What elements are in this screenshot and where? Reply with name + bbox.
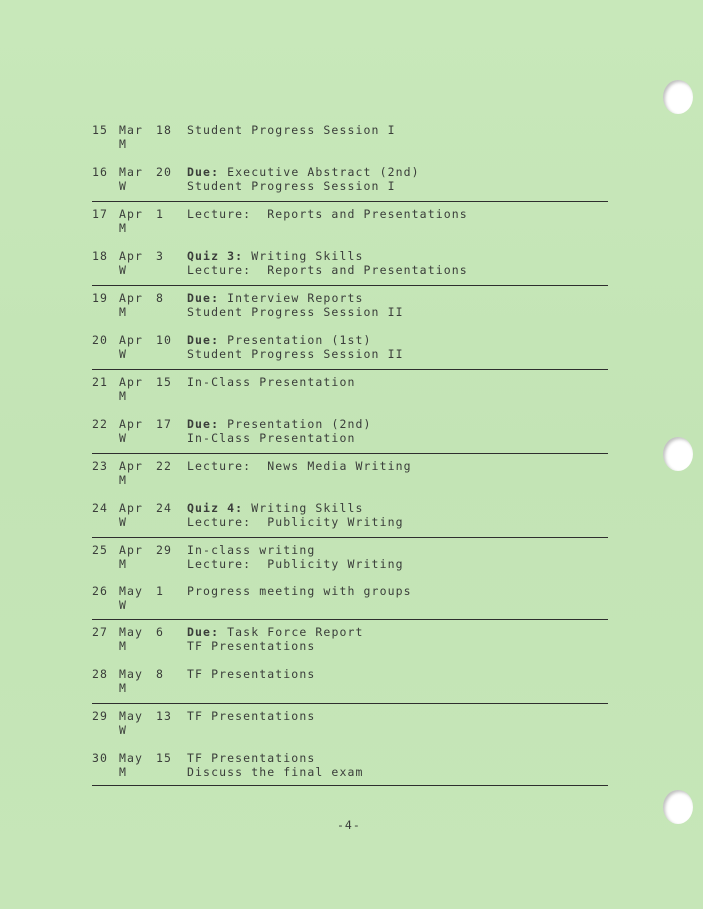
description-line [187,751,364,765]
description-line [187,543,404,557]
session-month: Apr [119,459,144,473]
session-number: 24 [92,501,109,515]
session-weekday: W [119,263,128,277]
description-text: In-Class Presentation [187,375,356,389]
session-month: Mar [119,123,144,137]
schedule-entry [92,207,608,237]
session-weekday: W [119,431,128,445]
session-day: 10 [156,333,173,347]
session-number: 25 [92,543,109,557]
week-divider-rule [92,369,608,370]
description-line [187,347,404,361]
session-weekday: M [119,681,128,695]
description-text: Writing Skills [243,249,364,263]
description-text: Lecture: Publicity Writing [187,557,404,571]
description-line [187,291,404,305]
description-line [187,501,404,515]
session-day: 18 [156,123,173,137]
session-month: Apr [119,333,144,347]
session-day: 17 [156,417,173,431]
session-month: Mar [119,165,144,179]
punch-hole-top [663,80,693,114]
description-line [187,123,396,137]
session-number: 22 [92,417,109,431]
description-line [187,431,372,445]
description-text: Student Progress Session I [187,123,396,137]
session-weekday: W [119,515,128,529]
description-text: Discuss the final exam [187,765,364,779]
week-divider-rule [92,537,608,538]
session-day: 8 [156,667,165,681]
description-text: Presentation (2nd) [219,417,372,431]
schedule-entry [92,709,608,739]
description-text: Task Force Report [219,625,364,639]
session-day: 8 [156,291,165,305]
description-line [187,263,468,277]
description-text: Lecture: News Media Writing [187,459,412,473]
description-text: Lecture: Reports and Presentations [187,263,468,277]
session-month: May [119,709,144,723]
schedule-entry [92,375,608,405]
session-description [187,249,468,277]
week-divider-rule [92,201,608,202]
session-description [187,333,404,361]
description-text: Executive Abstract (2nd) [219,165,420,179]
schedule-entry [92,123,608,153]
session-number: 18 [92,249,109,263]
session-weekday: W [119,723,128,737]
description-line [187,375,356,389]
week-divider-rule [92,619,608,620]
session-day: 3 [156,249,165,263]
session-weekday: M [119,639,128,653]
description-text: Student Progress Session II [187,305,404,319]
session-description [187,417,372,445]
description-line [187,515,404,529]
session-number: 17 [92,207,109,221]
session-weekday: M [119,765,128,779]
description-line [187,179,420,193]
session-weekday: W [119,347,128,361]
session-number: 29 [92,709,109,723]
session-month: May [119,751,144,765]
session-month: May [119,667,144,681]
description-line [187,639,364,653]
description-line [187,333,404,347]
session-weekday: W [119,179,128,193]
session-number: 15 [92,123,109,137]
punch-hole-bottom [663,790,693,824]
schedule-entry [92,584,608,614]
session-number: 21 [92,375,109,389]
description-line [187,667,315,681]
schedule-entry [92,543,608,573]
session-day: 1 [156,207,165,221]
session-day: 20 [156,165,173,179]
session-description [187,165,420,193]
session-description [187,625,364,653]
description-text: Writing Skills [243,501,364,515]
schedule-entry [92,459,608,489]
description-line [187,709,315,723]
session-month: Apr [119,375,144,389]
description-text: TF Presentations [187,709,316,723]
description-text: Student Progress Session II [187,347,404,361]
schedule-entry [92,333,608,363]
session-description [187,207,468,221]
description-line [187,557,404,571]
session-day: 13 [156,709,173,723]
description-line [187,417,372,431]
session-month: Apr [119,291,144,305]
session-day: 22 [156,459,173,473]
session-month: Apr [119,207,144,221]
session-month: May [119,625,144,639]
bold-label: Due: [187,417,220,431]
session-number: 16 [92,165,109,179]
schedule-entry [92,249,608,279]
week-divider-rule [92,285,608,286]
description-line [187,459,412,473]
session-description [187,543,404,571]
session-description [187,709,315,723]
schedule-entry [92,165,608,195]
week-divider-rule [92,703,608,704]
description-text: TF Presentations [187,667,316,681]
description-text: TF Presentations [187,751,316,765]
description-text: Lecture: Reports and Presentations [187,207,468,221]
description-text: Progress meeting with groups [187,584,412,598]
bold-label: Due: [187,165,220,179]
session-description [187,751,364,779]
schedule-entry [92,501,608,531]
session-description [187,667,315,681]
description-line [187,165,420,179]
page-number: -4- [337,818,361,832]
session-description [187,501,404,529]
description-text: TF Presentations [187,639,316,653]
schedule-entry [92,291,608,321]
session-day: 24 [156,501,173,515]
schedule-entry [92,667,608,697]
session-number: 28 [92,667,109,681]
session-weekday: W [119,598,128,612]
session-description [187,375,356,389]
description-line [187,765,364,779]
description-text: In-Class Presentation [187,431,356,445]
session-day: 6 [156,625,165,639]
session-number: 19 [92,291,109,305]
bold-label: Due: [187,291,220,305]
description-text: Interview Reports [219,291,364,305]
description-line [187,249,468,263]
session-day: 29 [156,543,173,557]
bold-label: Due: [187,625,220,639]
session-weekday: M [119,473,128,487]
session-description [187,584,412,598]
session-month: Apr [119,417,144,431]
session-day: 15 [156,751,173,765]
description-text: In-class writing [187,543,316,557]
session-number: 30 [92,751,109,765]
week-divider-rule [92,453,608,454]
session-number: 23 [92,459,109,473]
session-number: 27 [92,625,109,639]
session-day: 15 [156,375,173,389]
session-weekday: M [119,137,128,151]
session-weekday: M [119,305,128,319]
session-weekday: M [119,389,128,403]
session-description [187,291,404,319]
description-text: Presentation (1st) [219,333,372,347]
schedule-entry [92,625,608,655]
session-day: 1 [156,584,165,598]
session-weekday: M [119,221,128,235]
description-line [187,207,468,221]
description-line [187,584,412,598]
session-description [187,459,412,473]
session-weekday: M [119,557,128,571]
schedule-entry [92,417,608,447]
description-text: Lecture: Publicity Writing [187,515,404,529]
bold-label: Quiz 4: [187,501,244,515]
punch-hole-middle [663,437,693,471]
description-line [187,625,364,639]
session-month: Apr [119,249,144,263]
week-divider-rule [92,785,608,786]
schedule-entry [92,751,608,781]
description-text: Student Progress Session I [187,179,396,193]
session-number: 20 [92,333,109,347]
description-line [187,305,404,319]
session-description [187,123,396,137]
bold-label: Due: [187,333,220,347]
session-month: May [119,584,144,598]
bold-label: Quiz 3: [187,249,244,263]
session-month: Apr [119,501,144,515]
session-month: Apr [119,543,144,557]
session-number: 26 [92,584,109,598]
